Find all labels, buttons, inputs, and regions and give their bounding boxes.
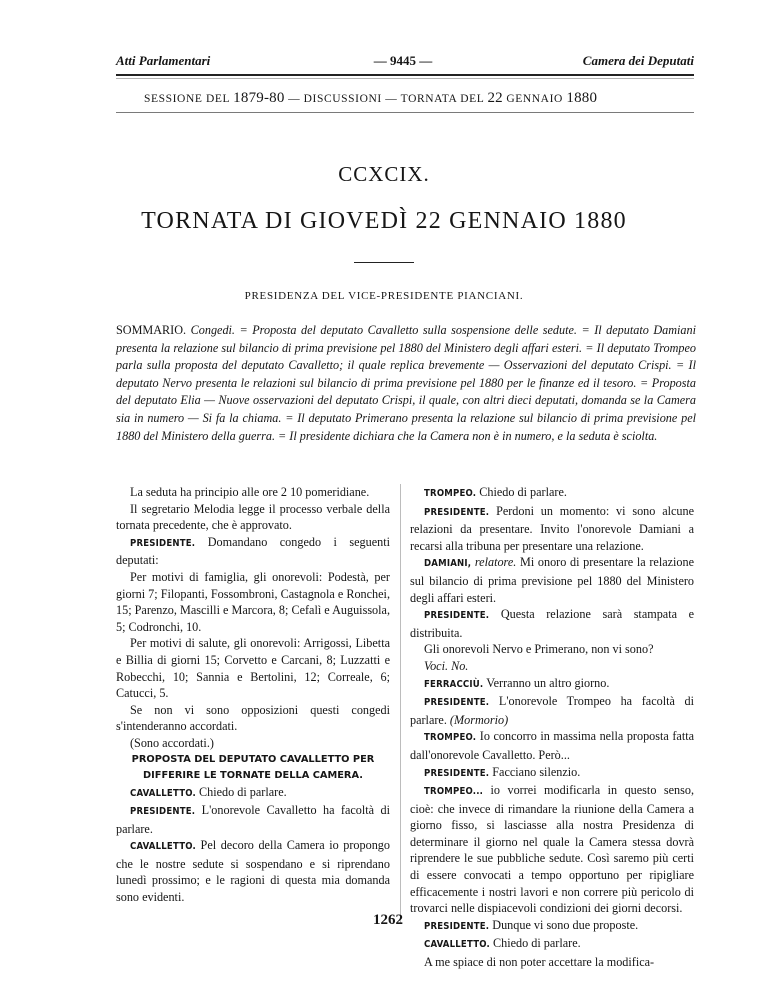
- paragraph: [410, 764, 694, 783]
- speaker-name: PRESIDENTE.: [424, 920, 490, 932]
- speech-text: Facciano silenzio.: [492, 764, 581, 779]
- speech-text: Pel decoro della Camera io propongo che le nostre sedute si sospendano e si riprendano lunedì prossimo; e le ragioni di questa mia domanda sono evidenti.: [116, 838, 390, 905]
- session-year: 1879-80: [233, 90, 285, 106]
- header-rule: [116, 74, 694, 76]
- paragraph: [410, 554, 694, 606]
- stage-note: (Mormorio): [449, 712, 509, 727]
- session-year-2: 1880: [566, 90, 598, 106]
- paragraph: [410, 693, 694, 728]
- speech-text: L'onorevole Cavalletto ha facoltà di parlare.: [116, 803, 390, 836]
- speaker-name: CAVALLETTO.: [130, 787, 196, 799]
- speaker-name: PRESIDENTE.: [130, 806, 196, 818]
- paragraph: [116, 837, 390, 905]
- summary-label: SOMMARIO.: [116, 323, 187, 337]
- paragraph: [116, 784, 390, 803]
- running-header: [116, 53, 694, 73]
- title-divider: [354, 262, 414, 263]
- speech-text: io vorrei modificarla in questo senso, cioè: che invece di rimandare la riunione della Camera a giorno fisso, si lasciasse alla nostra Presidenza di determinare il giorno nel quale la Camera stessa dovrà riprendere le sue pubbliche sedute. Così saremo più certi di essere convocati a tempo opportuno per ripigliare efficacemente i nostri lavori e non correre più pericolo di trovarci nelle dispiacevoli condizioni dei giorni decorsi.: [410, 783, 694, 916]
- header-page-number: — 9445 —: [373, 53, 433, 68]
- paragraph: [410, 484, 694, 503]
- speech-text: Questa relazione sarà stampata e distribuita.: [410, 607, 694, 640]
- speaker-name: FERRACCIÙ.: [424, 678, 484, 690]
- session-prefix: SESSIONE DEL: [144, 93, 230, 105]
- session-middle: — DISCUSSIONI — TORNATA DEL: [288, 93, 484, 105]
- page-number: 1262: [373, 912, 403, 928]
- speech-text: L'onorevole Trompeo ha facoltà di parlare.: [410, 694, 694, 727]
- session-month: GENNAIO: [506, 93, 563, 105]
- paragraph: Gli onorevoli Nervo e Primerano, non vi sono?: [424, 642, 654, 657]
- session-rule: [116, 112, 694, 113]
- paragraph: [410, 606, 694, 641]
- right-column: [410, 484, 694, 971]
- speech-text: Verranno un altro giorno.: [486, 675, 610, 690]
- section-heading: PROPOSTA DEL DEPUTATO CAVALLETTO PER DIFFERIRE LE TORNATE DELLA CAMERA.: [131, 753, 375, 781]
- column-divider: [400, 484, 401, 924]
- header-left: Atti Parlamentari: [116, 53, 211, 68]
- paragraph: Se non vi sono opposizioni questi congedi s'intenderanno accordati.: [116, 702, 390, 734]
- paragraph: Voci. No.: [424, 658, 469, 673]
- paragraph: Per motivi di famiglia, gli onorevoli: Podestà, per giorni 7; Filopanti, Fossombroni, Castagnola e Ronchei, 15; Parenzo, Mascilli e Marcora, 8; Cefalì e Auguissola, 5; Codronchi, 10.: [116, 569, 390, 634]
- speaker-name: PRESIDENTE.: [424, 767, 490, 779]
- session-day: 22: [487, 90, 503, 106]
- header-right: Camera dei Deputati: [582, 53, 694, 68]
- paragraph: [410, 935, 694, 954]
- header-rule-thin: [116, 78, 694, 79]
- session-line: [144, 90, 664, 107]
- speech-text: Mi onoro di presentare la relazione sul bilancio di prima previsione pel 1880 del Ministero degli affari esteri.: [410, 555, 695, 605]
- speaker-name: CAVALLETTO.: [424, 939, 490, 951]
- paragraph: La seduta ha principio alle ore 2 10 pomeridiane.: [130, 485, 370, 499]
- paragraph: [410, 675, 694, 694]
- speech-text: Chiedo di parlare.: [479, 485, 567, 499]
- paragraph: [116, 802, 390, 837]
- summary-text: Congedi. = Proposta del deputato Cavalletto sulla sospensione delle sedute. = Il deputato Damiani presenta la relazione sul bilancio di prima previsione pel 1880 del Ministero degli affari esteri. = Il deputato Trompeo parla sulla proposta del deputato Cavalletto; il quale replica brevemente — Osservazioni del deputato Crispi. = Il deputato Nervo presenta le relazioni sul bilancio di prima previsione pel 1880 per le finanze ed il tesoro. = Proposta del deputato Elia — Nuove osservazioni del deputato Crispi, il quale, con altri dieci deputati, domanda se la Camera sia in numero — Si fa la chiama. = Il deputato Primerano presenta la relazione sul bilancio di prima previsione pel 1880 del Ministero della guerra. = Il presidente dichiara che la Camera non è in numero, e la seduta è sciolta.: [116, 323, 696, 443]
- page-title: TORNATA DI GIOVEDÌ 22 GENNAIO 1880: [141, 208, 627, 234]
- left-column: [116, 484, 390, 906]
- presidency-line: PRESIDENZA DEL VICE-PRESIDENTE PIANCIANI.: [244, 290, 524, 302]
- speaker-name: PRESIDENTE.: [424, 506, 490, 518]
- speaker-name: DAMIANI,: [424, 558, 472, 570]
- summary: [116, 322, 696, 445]
- speaker-name: CAVALLETTO.: [130, 841, 196, 853]
- paragraph: Il segretario Melodia legge il processo verbale della tornata precedente, che è approvato.: [116, 501, 390, 533]
- paragraph: [116, 534, 390, 569]
- speech-text: Dunque vi sono due proposte.: [492, 917, 639, 932]
- speech-text: Domandano congedo i seguenti deputati:: [116, 534, 391, 568]
- speaker-name: PRESIDENTE.: [130, 537, 196, 549]
- speaker-name: TROMPEO.: [424, 488, 477, 499]
- paragraph: [410, 503, 694, 555]
- paragraph: (Sono accordati.): [130, 735, 214, 750]
- paragraph: A me spiace di non poter accettare la modifica-: [424, 955, 655, 970]
- speech-text: Perdoni un momento: vi sono alcune relazioni da presentare. Invito l'onorevole Damiani a recarsi alla tribuna per presentare una relazione.: [410, 503, 694, 553]
- sitting-number: CCXCIX.: [338, 162, 430, 186]
- speech-text: Chiedo di parlare.: [199, 784, 287, 799]
- speaker-role: relatore.: [474, 555, 517, 570]
- paragraph: [410, 782, 694, 917]
- speech-text: Io concorro in massima nella proposta fatta dall'onorevole Cavalletto. Però...: [410, 729, 694, 762]
- speech-text: Chiedo di parlare.: [493, 936, 581, 951]
- speaker-name: TROMPEO.: [424, 732, 477, 744]
- paragraph: Per motivi di salute, gli onorevoli: Arrigossi, Libetta e Billia di giorni 15; Corvetto e Carcani, 8; Luzzatti e Robecchi, 10; Sannia e Bertolini, 12; Correale, 6; Catucci, 5.: [116, 636, 390, 701]
- paragraph: [410, 728, 694, 763]
- speaker-name: PRESIDENTE.: [424, 610, 490, 622]
- speaker-name: PRESIDENTE.: [424, 697, 490, 709]
- speaker-name: TROMPEO...: [424, 786, 484, 798]
